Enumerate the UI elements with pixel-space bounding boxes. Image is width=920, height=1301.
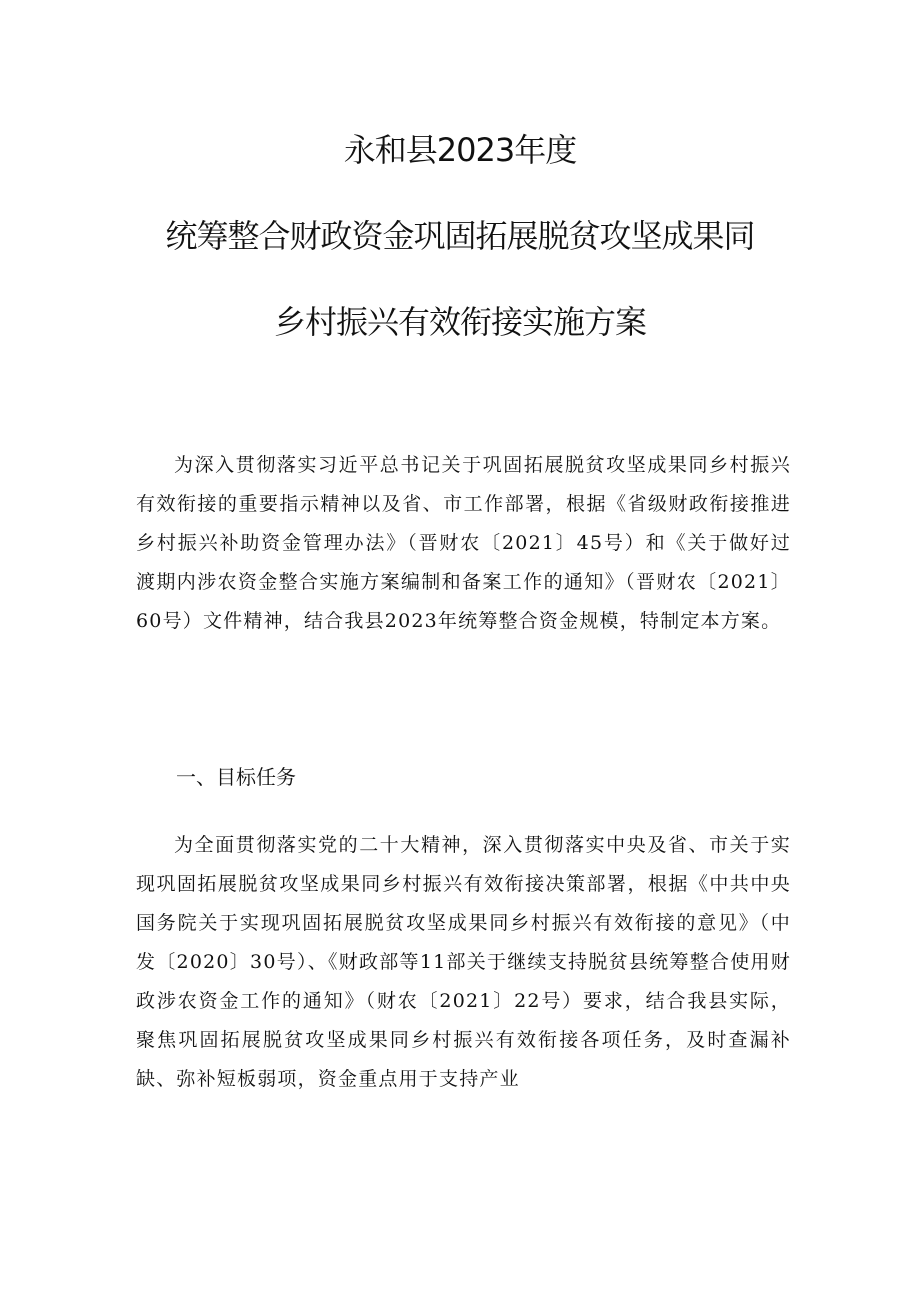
goals-paragraph-block [136,826,791,1099]
goals-paragraph: 为全面贯彻落实党的二十大精神，深入贯彻落实中央及省、市关于实现巩固拓展脱贫攻坚成果同乡村振兴有效衔接决策部署，根据《中共中央国务院关于实现巩固拓展脱贫攻坚成果同乡村振兴有效衔接的意见》（中发〔2020〕30号）、《财政部等11部关于继续支持脱贫县统筹整合使用财政涉农资金工作的通知》（财农〔2021〕22号）要求，结合我县实际，聚焦巩固拓展脱贫攻坚成果同乡村振兴有效衔接各项任务，及时查漏补缺、弥补短板弱项，资金重点用于支持产业 [136,834,791,1090]
section-heading-block [136,758,791,797]
intro-paragraph: 为深入贯彻落实习近平总书记关于巩固拓展脱贫攻坚成果同乡村振兴有效衔接的重要指示精神以及省、市工作部署，根据《省级财政衔接推进乡村振兴补助资金管理办法》（晋财农〔2021〕45号）和《关于做好过渡期内涉农资金整合实施方案编制和备案工作的通知》（晋财农〔2021〕60号）文件精神，结合我县2023年统筹整合资金规模，特制定本方案。 [136,454,791,632]
title-line-1: 永和县2023年度 [343,131,577,169]
section-heading-goals: 一、目标任务 [176,765,296,789]
title-line-2: 统筹整合财政资金巩固拓展脱贫攻坚成果同 [165,217,755,255]
intro-paragraph-block [136,446,791,641]
title-line-3: 乡村振兴有效衔接实施方案 [273,303,646,341]
document-title [0,128,920,344]
